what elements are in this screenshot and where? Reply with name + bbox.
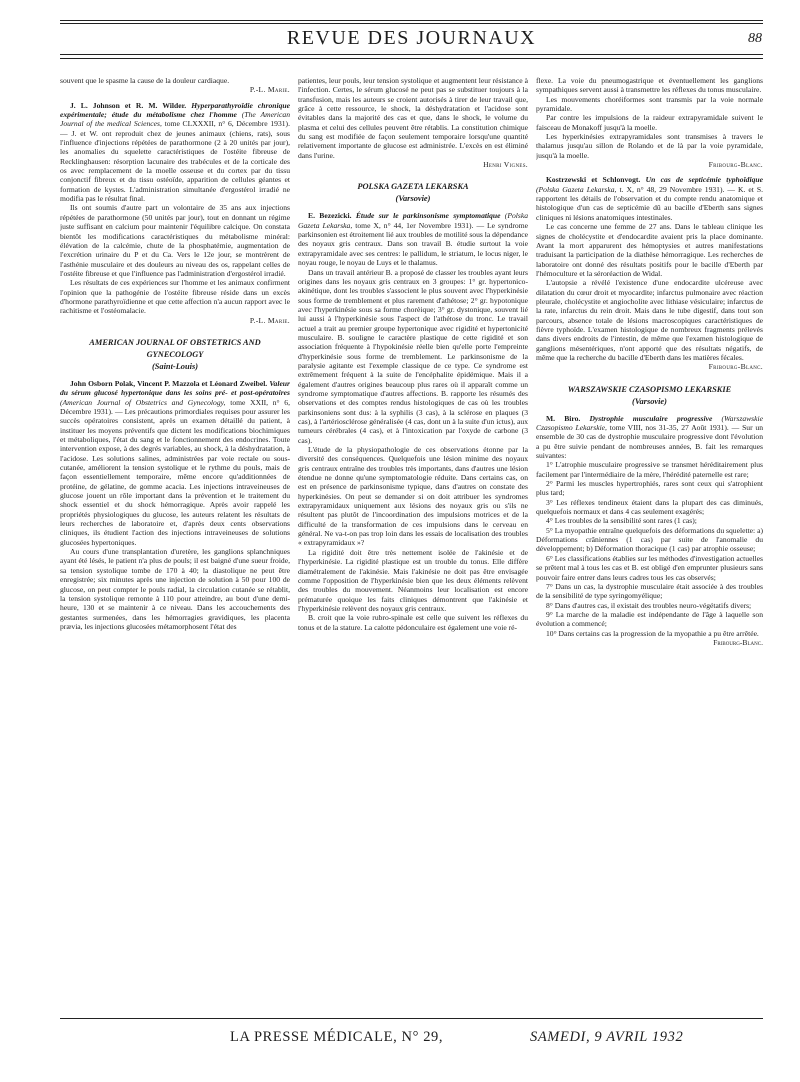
list-item: 6° Les classifications établies sur les méthodes d'investigation actuelles se prêtent mal à tous les cas et B. est obligé d'en emprunter plusieurs sans pouvoir faire entrer dans leurs cadres tous les cas observés;	[536, 553, 763, 582]
footer-date: SAMEDI, 9 AVRIL 1932	[530, 1029, 684, 1045]
signature: Fribourg-Blanc.	[713, 637, 763, 647]
article-source: (Polska Gazeta Lekarska,	[536, 184, 617, 194]
article-source: (Polska Gazeta Lekarska,	[298, 211, 528, 230]
journal-heading	[536, 384, 763, 408]
text-column-2	[298, 76, 528, 1011]
article-paragraph: B. croit que la voie rubro-spinale est celle que suivent les réflexes du tonus et de la stature. La calotte pédonculaire est également une voie ré-	[298, 613, 528, 632]
article-body: — J. et W. ont reproduit chez de jeunes animaux (chiens, rats), sous l'influence d'injections répétées de parathormone (2 à 20 unités par jour), les anomalies du squelette caractéristiques de l'ostéite fibreuse de Recklinghausen: résorption lacunaire des trabécules et de la corticale des os avec remplacement de la moelle osseuse et du cortex par du tissu conjonctif fibreux et du tissu ostéoïde, apparition de cellules géantes et formation de kystes. L'administration simultanée d'ergostérol irradié ne modifia pas le résultat final.	[60, 128, 290, 204]
header-top-rule-inner	[60, 23, 763, 24]
article-authors: John Osborn Polak, Vincent P. Mazzola et Léonard Zweibel.	[70, 378, 268, 388]
signature: P.-L. Marie.	[249, 85, 290, 95]
article-abstract	[536, 175, 763, 222]
article-source: (American Journal of Obstetrics and Gynecology,	[60, 397, 226, 407]
page-number: 88	[748, 31, 762, 46]
running-header-title: REVUE DES JOURNAUX	[286, 27, 537, 49]
journal-location: (Varsovie)	[395, 194, 431, 204]
article-paragraph: Les mouvements choréiformes sont transmis par la voie normale pyramidale.	[536, 94, 763, 114]
article-paragraph: L'étude de la physiopathologie de ces observations étonne par la diversité des conséquences. Quelquefois une lésion minime des noyaux gris centraux entraîne des troubles très importants, dans d'autres une lésion étendue ne donne qu'une symptomatologie réduite. Dans certains cas, on est en présence de parkinsonisme typique, dans d'autres on constate des hyperkinésies. On peut se demander si on doit attribuer les syndromes extrapyramidaux uniquement aux lésions des noyaux gris ou s'ils ne résultent pas plutôt de l'incoordination des impulsions motrices et de la difficulté de la transformation de ces impulsions dans le cerveau en général. Ne va-t-on pas trop loin dans les essais de localisation des troubles « extrapyramidaux »?	[298, 445, 528, 548]
footer-publication: LA PRESSE MÉDICALE, N° 29,	[230, 1029, 444, 1045]
article-body: — Sur un ensemble de 30 cas de dystrophie musculaire progressive dont l'évolution a pu être suivie pendant de nombreuses années, B. fait les remarques suivantes:	[536, 423, 763, 461]
article-paragraph: Les hyperkinésies extrapyramidales sont transmises à travers le thalamus jusqu'au sillon de Rolando et de là par la voie pyramidale, jusqu'à la moelle.	[536, 132, 763, 160]
signature: Fribourg-Blanc.	[708, 362, 763, 372]
article-reference: tome XXII, n° 6, Décembre 1931).	[60, 397, 290, 416]
list-item: 7° Dans un cas, la dystrophie musculaire était associée à des troubles de la sensibilité de type syringomyélique;	[536, 581, 763, 601]
article-paragraph: Les résultats de ces expériences sur l'homme et les animaux confirment l'opinion que la pathogénie de l'ostéite fibreuse réside dans un excès d'hormone parathyroïdienne et que cette affection n'a aucun rapport avec le rachitisme et l'ostéomalacie.	[60, 278, 290, 316]
journal-heading	[60, 337, 290, 373]
list-item: 4° Les troubles de la sensibilité sont rares (1 cas);	[546, 516, 697, 526]
footer-top-rule	[60, 1018, 763, 1019]
article-abstract	[536, 414, 763, 461]
list-item: 5° La myopathie entraîne quelquefois des déformations du squelette: a) Déformations crâniennes (1 cas) par suite de l'anomalie du développement; b) Déformation thoracique (1 cas) par atrophie osseuse;	[536, 525, 763, 554]
carryover-paragraph: souvent que le spasme la cause de la douleur cardiaque.	[60, 76, 230, 85]
article-source: (The American Journal of the medical Sciences,	[60, 110, 290, 129]
list-item: 3° Les réflexes tendineux étaient dans la plupart des cas diminués, quelquefois normaux et dans 4 cas seulement exagérés;	[536, 497, 763, 517]
signature: Henri Vignes.	[483, 160, 528, 170]
article-paragraph: Par contre les impulsions de la raideur extrapyramidale suivent le faisceau de Monakoff jusqu'à la moelle.	[536, 113, 763, 132]
list-item: 9° La marche de la maladie est indépendante de l'âge à laquelle son évolution a commencé;	[536, 609, 763, 629]
carryover-paragraph: flexe. La voie du pneumogastrique et éventuellement les ganglions sympathiques servent aussi à transmettre les réflexes du tonus musculaire.	[536, 76, 763, 95]
journal-heading	[298, 181, 528, 205]
journal-name: POLSKA GAZETA LEKARSKA	[357, 182, 469, 192]
list-item: 2° Parmi les muscles hypertrophiés, rares sont ceux qui s'atrophient plus tard;	[536, 479, 763, 498]
article-reference: t. X, n° 48, 29 Novembre 1931).	[619, 184, 725, 194]
article-authors: E. Bezezicki.	[308, 211, 352, 221]
article-body: — Les précautions primordiales requises pour assurer les succès opératoires consistent, après un examen détaillé du patient, à instituer les moyens préventifs que dictent les modifications biochimiques et métaboliques, l'état du sang et le fonctionnement des endocrines. Toute intervention expose, à des degrés variables, au shock, à la déshydratation, à l'acidose. Les solutions salines, administrées par voie rectale ou sous-cutanée, améliorent la tension systolique et le rythme du pouls, mais de façon essentiellement temporaire, même encore qu'additionnées de protéine, de gélatine, de gomme acacia. Les injections intraveineuses de glucose jouent un rôle important dans la prévention et le traitement du shock essentiel et du shock hémorragique. Après avoir rappelé les propriétés physiologiques du glucose, les auteurs relatent les résultats de leurs recherches de laboratoire et, d'après deux cents observations cliniques, ils étudient l'action des injections intraveineuses de solutions glucosées hypertoniques.	[60, 406, 290, 547]
article-paragraph: L'autopsie a révélé l'existence d'une endocardite ulcéreuse avec dilatation du cœur droit et myocardite; infarctus pulmonaire avec réaction pleurale, cholécystite et angiocholite avec lithiase vésiculaire; infarctus de la rate, infarctus du rein droit. Mais dans le tube digestif, dans tout son parcours, absence totale de lésions macroscopiques caractéristiques de fièvre typhoïde. L'examen histologique de nombreux fragments prélevés dans divers endroits de l'intestin, de même que l'examen histologique de ganglions mésentériques, n'ont apporté que des résultats négatifs, de même que la recherche du bacille d'Eberth dans les matières fécales.	[536, 278, 763, 362]
text-column-1	[60, 76, 290, 1011]
list-item: 8° Dans d'autres cas, il existait des troubles neuro-végétatifs divers;	[546, 600, 752, 610]
article-paragraph: Au cours d'une transplantation d'uretère, les ganglions splanchniques ayant été lésés, le patient n'a plus de pouls; il est baigné d'une sueur froide, sa tension systolique tombe de 170 à 40; la diastolique ne peut être enregistrée; six minutes après une injection de solution à 50 pour 100 de glucose, on peut compter le pouls radial, la circulation cutanée se rétablit, la tension systolique remonte à 110 pour atteindre, au bout d'une demi-heure, 130 et se maintenir à ce niveau. Dans les accouchements des gestantes surmenées, dans les hémorragies gravidiques, les placenta prævia, les injections glucosées métamorphosent l'état des	[60, 547, 290, 631]
article-paragraph: Le cas concerne une femme de 27 ans. Dans le tableau clinique les signes de cholécystite et d'endocardite avaient pris la place dominante. Avant la mort apparurent des hémoptysies et autres manifestations traduisant la participation de la diathèse hémorragique. Les recherches de laboratoire ont donné des résultats positifs pour le bacille d'Eberth par l'hémoculture et la séroréaction de Widal.	[536, 222, 763, 278]
signature: P.-L. Marie.	[249, 315, 290, 325]
article-abstract	[60, 379, 290, 547]
article-paragraph: Dans un travail antérieur B. a proposé de classer les troubles ayant leurs origines dans les noyaux gris centraux en 3 groupes: 1° gr. hypertonico-akinétique, dont les troubles s'associent le plus souvent avec l'hyperkinésie sous forme de tremblement et plus rarement d'athétose; 2° gr. hypotonique avec l'hyperkinésie sous sa forme chorèique; 3° gr. dystonique, souvent lié lui aussi à l'hyperkinésie sous l'aspect de l'athétose du tronc. Le travail actuel a trait au premier groupe hypertonique avec rigidité et hypertonicité musculaire. B. souligne le caractère plastique de cette rigidité et son association fréquente à l'hypokinésie réelle bien qu'elle porte l'empreinte d'hyperkinésie sous forme de tremblement. Le parkinsonisme de la paralysie agitante est l'exemple classique de ce type. Ce syndrome est extrêmement fréquent à la suite de l'encéphalite épidémique. Mais il a également d'autres origines beaucoup plus rares où il apparaît comme un syndrome symptomatique d'autres affections. B. rapporte les résumés des observations et des comptes rendus histologiques de cas où les troubles parkinsoniens sont dus: à la syphilis (3 cas), à la sclérose en plaques (3 cas), à l'artériosclérose généralisée (4 cas, dont un à la suite d'un ictus), aux tumeurs cérébrales (4 cas), et à l'intoxication par l'oxyde de carbone (3 cas).	[298, 267, 528, 445]
article-title: Dystrophie musculaire progressive	[589, 413, 713, 423]
signature: Fribourg-Blanc.	[708, 160, 763, 170]
journal-name: AMERICAN JOURNAL OF OBSTETRICS AND GYNECOLOGY	[89, 337, 261, 359]
article-body: — Le syndrome parkinsonien est étroitement lié aux troubles de motilité sous la dépendance des noyaux gris centraux. Dans son travail B. étudie surtout la voie extrapyramidale avec ses centres: le pallidum, le striatum, le locus niger, le noyau rouge, le noyau de Luys et le thalamus.	[298, 220, 528, 268]
article-source: (Warszawskie Czasopismo Lekarskie,	[536, 413, 763, 432]
header-top-rule	[60, 20, 763, 21]
journal-name: WARSZAWSKIE CZASOPISMO LEKARSKIE	[567, 384, 732, 394]
text-column-3	[536, 76, 763, 1011]
article-paragraph: La rigidité doit être très nettement isolée de l'akinésie et de l'hyperkinésie. La rigidité plastique est un trouble du tonus. Elle diffère diamétralement de l'akinésie. Mais l'akinésie ne doit pas être envisagée comme l'opposition de l'hyperkinésie bien que les deux éléments relèvent des troubles du mouvement. Néanmoins leur localisation est encore prématurée quoique les faits cliniques démontrent que l'akinésie et l'hyperkinésie relèvent des noyaux gris centraux.	[298, 547, 528, 613]
article-authors: Kostrzewski et Schlonvogt.	[546, 175, 641, 185]
article-title: Valeur du sérum glucosé hypertonique dans les soins pré- et post-opératoires	[60, 378, 290, 398]
article-reference: tome X, n° 44, 1er Novembre 1931).	[355, 220, 474, 230]
article-abstract	[298, 211, 528, 267]
list-item: 1° L'atrophie musculaire progressive se transmet héréditairement plus facilement par l'intermédiaire de la mère, l'hérédité paternelle est rare;	[536, 460, 763, 479]
carryover-paragraph: patientes, leur pouls, leur tension systolique et augmentent leur résistance à l'infection. Certes, le sérum glucosé ne peut pas se substituer toujours à la transfusion, mais les auteurs se croient autorisés à tirer de leur travail que, grâce à cette ressource, le shock, la déshydratation et l'acidose sont évitables dans la majorité des cas et que, dans le shock, le volume du plasma et celui des cellules peuvent être rétablis. La constitution chimique du sang est modifiée de façon seulement temporaire lorsqu'une quantité relativement importante de glucose est administrée. L'excès en est éliminé dans l'urine.	[298, 76, 528, 160]
article-reference: tome VIII, nos 31-35, 27 Août 1931).	[609, 423, 729, 432]
page-footer	[60, 1027, 763, 1051]
header-bottom-rule-inner	[60, 58, 763, 59]
article-authors: J. L. Johnson et R. M. Wilder.	[70, 100, 187, 110]
article-abstract	[60, 101, 290, 204]
article-paragraph: Ils ont soumis d'autre part un volontaire de 35 ans aux injections répétées de parathormone (50 unités par jour), tout en donnant un régime juste suffisant en calcium pour maintenir l'équilibre calcique. On constata bientôt les modifications caractéristiques du métabolisme minéral: élévation de la calcémie, chute de la phosphatémie, augmentation de l'excrétion urinaire du P et du Ca. Vers le 12e jour, se montrèrent de l'asthénie musculaire et des douleurs au niveau des os, rappelant celles de l'ostéite fibreuse et que l'influence pas l'administration d'ergostérol irradié.	[60, 203, 290, 278]
list-item: 10° Dans certains cas la progression de la myopathie a pu être arrêtée. Fribourg-Blanc.	[546, 628, 763, 647]
journal-location: (Varsovie)	[632, 396, 667, 406]
article-authors: M. Biro.	[546, 413, 581, 423]
article-title: Étude sur le parkinsonisme symptomatique	[355, 211, 501, 221]
journal-location: (Saint-Louis)	[151, 361, 199, 371]
article-title: Un cas de septicémie typhoïdique	[645, 175, 763, 185]
article-body: — K. et S. rapportent les détails de l'observation et du compte rendu anatomique et histologique d'un cas de septicémie dû au bacille d'Eberth sans signes cliniques ni lésions anatomiques intestinales.	[536, 184, 763, 222]
article-title: Hyperparathyroïdie chronique expérimentale; étude du métabolisme chez l'homme	[60, 100, 290, 120]
header-bottom-rule	[60, 54, 763, 55]
article-reference: tome CLXXXII, n° 6, Décembre 1931).	[164, 119, 290, 129]
